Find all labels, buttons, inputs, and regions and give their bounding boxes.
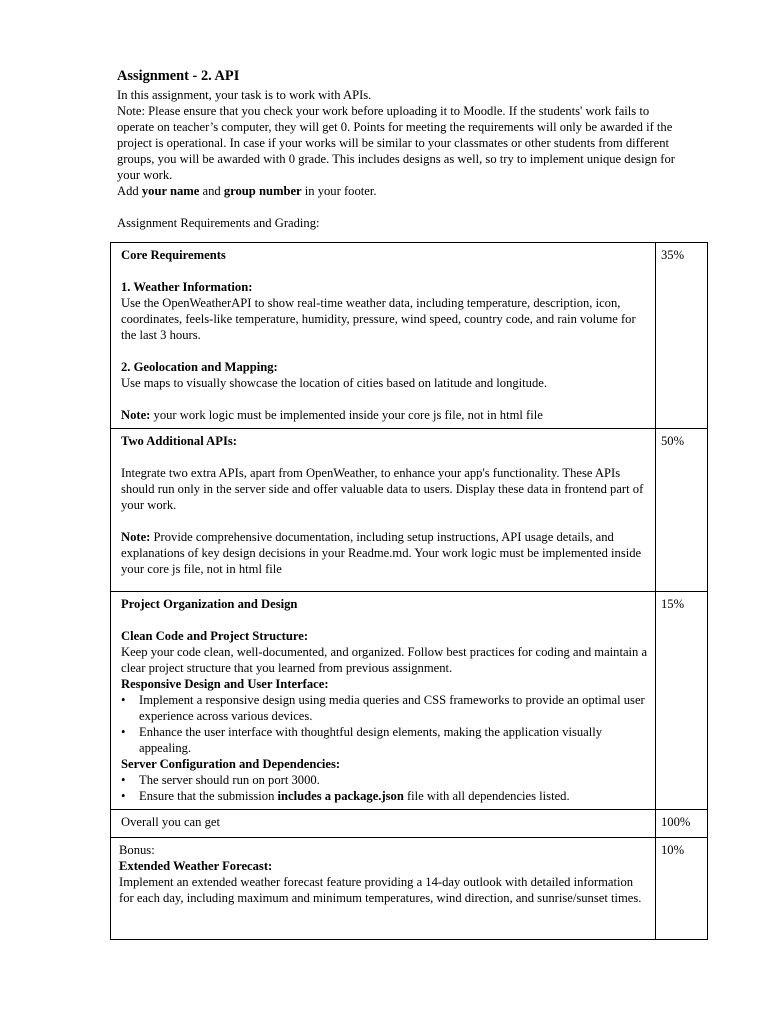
bullet-item-ui (121, 724, 649, 756)
overall-percentage: 100% (656, 810, 708, 838)
organization-percentage: 15% (656, 592, 708, 810)
bullet-icon: • (121, 789, 126, 803)
additional-note-label: Note: (121, 530, 151, 544)
responsive-title: Responsive Design and User Interface: (121, 677, 329, 691)
bullet-text: Enhance the user interface with thoughtful design elements, making the application visually appealing. (139, 725, 603, 755)
core-heading: Core Requirements (121, 248, 226, 262)
core-note-text: your work logic must be implemented inside your core js file, not in html file (150, 408, 543, 422)
intro-section (117, 67, 677, 231)
intro-line: In this assignment, your task is to work with APIs. (117, 88, 372, 102)
weather-info-text: Use the OpenWeatherAPI to show real-time weather data, including temperature, description, icon, coordinates, feels-like temperature, humidity, pressure, wind speed, country code, and rain volume for the last 3 hours. (121, 296, 636, 342)
footer-bold-group: group number (223, 184, 302, 198)
assignment-title: Assignment - 2. API (117, 68, 240, 84)
footer-instruction (117, 183, 677, 199)
bonus-cell (111, 838, 656, 940)
bonus-label: Bonus: (119, 843, 155, 857)
additional-apis-cell (111, 429, 656, 592)
table-row-overall (111, 810, 708, 838)
footer-text-mid: and (199, 184, 224, 198)
table-row-bonus (111, 838, 708, 940)
additional-percentage: 50% (656, 429, 708, 592)
organization-cell (111, 592, 656, 810)
additional-heading: Two Additional APIs: (121, 434, 237, 448)
clean-code-title: Clean Code and Project Structure: (121, 629, 309, 643)
weather-info-title: 1. Weather Information: (121, 280, 253, 294)
bullet-item-package (121, 788, 649, 804)
bullet-text-bold: includes a package.json (277, 789, 404, 803)
organization-heading: Project Organization and Design (121, 597, 298, 611)
additional-note (121, 529, 649, 577)
bullet-item-port (121, 772, 649, 788)
bullet-icon: • (121, 693, 126, 707)
table-row-core (111, 243, 708, 429)
bullet-icon: • (121, 725, 126, 739)
bullet-text: The server should run on port 3000. (139, 773, 320, 787)
grading-heading: Assignment Requirements and Grading: (117, 216, 320, 230)
core-percentage: 35% (656, 243, 708, 429)
bonus-percentage: 10% (656, 838, 708, 940)
additional-note-text: Provide comprehensive documentation, including setup instructions, API usage details, and explanations of key design decisions in your Readme.md. Your work logic must be implemented inside your core js file, not in html file (121, 530, 642, 576)
core-note (121, 407, 649, 423)
core-note-label: Note: (121, 408, 151, 422)
additional-text: Integrate two extra APIs, apart from OpenWeather, to enhance your app's functionality. These APIs should run only in the server side and offer valuable data to users. Display these data in frontend part of your work. (121, 466, 644, 512)
server-config-title: Server Configuration and Dependencies: (121, 757, 341, 771)
table-row-additional (111, 429, 708, 592)
footer-bold-name: your name (141, 184, 200, 198)
table-row-organization (111, 592, 708, 810)
geolocation-title: 2. Geolocation and Mapping: (121, 360, 278, 374)
bullet-text-post: file with all dependencies listed. (403, 789, 570, 803)
bullet-icon: • (121, 773, 126, 787)
bullet-text: Implement a responsive design using media queries and CSS frameworks to provide an optimal user experience across various devices. (139, 693, 645, 723)
intro-note: Note: Please ensure that you check your work before uploading it to Moodle. If the students' work fails to operate on teacher’s computer, they will get 0. Points for meeting the requirements will only be awarded if the project is operational. In case if your works will be similar to your classmates or other students from different groups, you will be awarded with 0 grade. This includes designs as well, so try to implement unique design for your work. (117, 104, 675, 182)
overall-label: Overall you can get (111, 810, 656, 838)
clean-code-text: Keep your code clean, well-documented, and organized. Follow best practices for coding and maintain a clear project structure that you learned from previous assignment. (121, 645, 648, 675)
footer-text-post: in your footer. (301, 184, 377, 198)
footer-text-pre: Add (117, 184, 142, 198)
bonus-text: Implement an extended weather forecast feature providing a 14-day outlook with detailed information for each day, including maximum and minimum temperatures, wind direction, and sunrise/sunset times. (119, 875, 642, 905)
bullet-item-responsive (121, 692, 649, 724)
requirements-table (110, 242, 708, 940)
bonus-title: Extended Weather Forecast: (119, 859, 273, 873)
core-requirements-cell (111, 243, 656, 429)
bullet-text-pre: Ensure that the submission (139, 789, 278, 803)
geolocation-text: Use maps to visually showcase the location of cities based on latitude and longitude. (121, 376, 547, 390)
